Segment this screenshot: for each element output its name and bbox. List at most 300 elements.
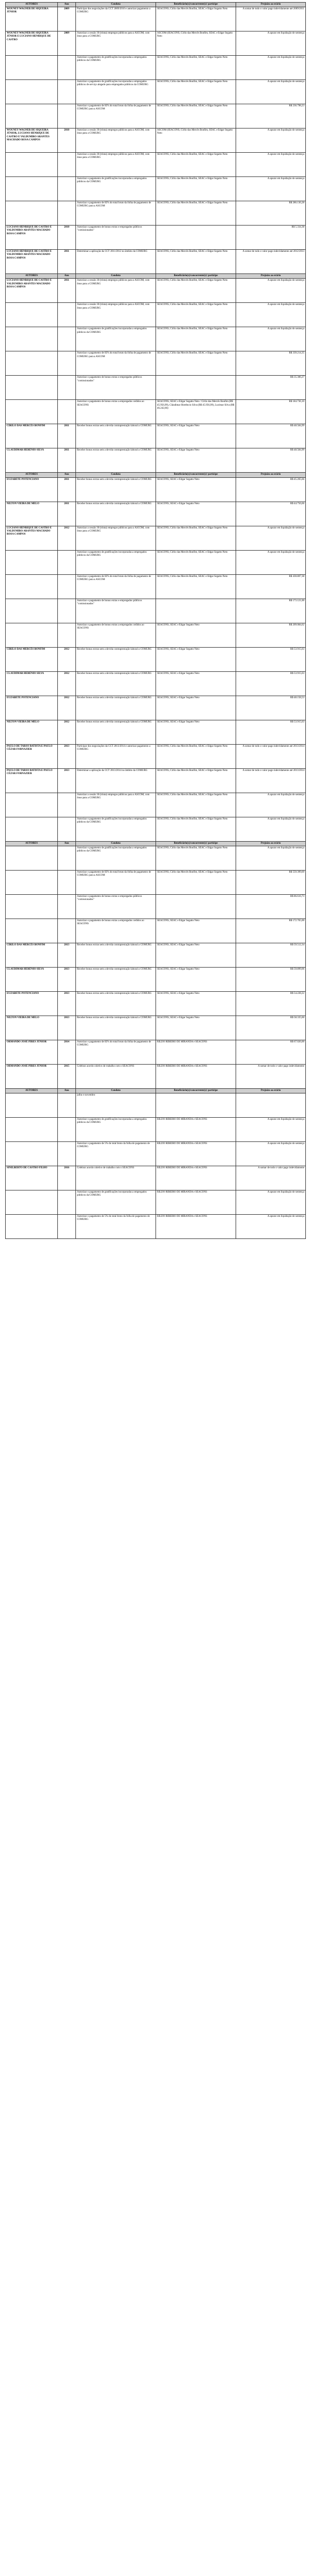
cell-prejuizo: A apurar em liquidação de sentença	[236, 550, 306, 574]
table-row	[6, 967, 306, 991]
table-row	[6, 56, 306, 80]
cell-prejuizo: R$ 59.899,06	[236, 967, 306, 991]
cell-ano: 2011	[58, 250, 76, 274]
header-prejuizo: Prejuízo ao erário	[236, 841, 306, 846]
cell-autor: LUCIANO HENRIQUE DE CASTRO E VALDUMIRO ARANTES MACHADO ROSA CAMPOS	[6, 226, 58, 250]
table-row	[6, 550, 306, 574]
cell-prejuizo: A somar de todo o valor pago indevidamente	[236, 1166, 306, 1190]
header-conduta: Conduta	[76, 841, 156, 846]
table-row	[6, 1142, 306, 1166]
cell-ano: 2013	[58, 967, 76, 991]
header-prejuizo: Prejuízo ao erário	[236, 274, 306, 279]
cell-conduta: Autorizar o pagamento de gratificações incorporadas a empregados públicos da COMURG	[76, 846, 156, 870]
cell-autor: ORMANDO JOSÉ PIRES JÚNIOR	[6, 1040, 58, 1064]
cell-beneficiario: SEACONS, Círlio das Mercês Bonfim, SEAC e Edgar Segatto Neto	[156, 104, 236, 128]
accountability-table	[5, 2, 306, 1239]
cell-beneficiario: SEACONS, Círlio das Mercês Bonfim, SEAC e Edgar Segatto Neto	[156, 80, 236, 104]
cell-conduta: Autorizar o pagamento de bonus extras e empregados públicos "comissionados"	[76, 599, 156, 623]
header-conduta: Conduta	[76, 1088, 156, 1093]
cell-beneficiario: SEACONS, SEAC e Edgar Segatto Neto	[156, 696, 236, 720]
cell-beneficiario: SEACONS, SEAC e Edgar Segatto Neto	[156, 967, 236, 991]
table-row	[6, 526, 306, 550]
cell-beneficiario: SEACONS, SEAC e Edgar Segatto Neto	[156, 919, 236, 943]
table-row	[6, 671, 306, 696]
cell-conduta: Autorizar o pagamento de 5% do total bruto da folha de pagamento de COMURG	[76, 1142, 156, 1166]
cell-conduta: Autorizar o pagamento de gratificações incorporadas a empregados públicos da COMURG	[76, 56, 156, 80]
cell-conduta: Determinar a aplicação da CCT 2013/2014 no âmbito da COMURG	[76, 768, 156, 793]
cell-beneficiario: SEACONS, SEAC e Edgar Segatto Neto	[156, 502, 236, 526]
cell-conduta: Autorizar o pagamento de gratificações incorporadas a empregados públicos da COMURG	[76, 550, 156, 574]
cell-ano	[58, 327, 76, 351]
cell-conduta: Participar dos negociações da CCT 2013/2014 e autorizar pagamento a COMURG	[76, 744, 156, 768]
table-row	[6, 574, 306, 599]
cell-ano: 2010	[58, 226, 76, 250]
table-row	[6, 647, 306, 671]
cell-conduta: Receber bonus extras sem a devida contraprestação laboral a COMURG	[76, 502, 156, 526]
table-row	[6, 303, 306, 327]
cell-beneficiario	[156, 376, 236, 400]
cell-beneficiario	[156, 599, 236, 623]
cell-conduta: Autorizar o pagamento de gratificações incorporadas a empregados públicos da COMURG	[76, 1190, 156, 1215]
cell-beneficiario: RILDO RIBEIRO DE MIRANDA e SEACONS	[156, 1142, 236, 1166]
cell-ano	[58, 351, 76, 376]
cell-autor: CIRILO DAS MERCÊS BONFIM	[6, 943, 58, 967]
cell-beneficiario: RILDO RIBEIRO DE MIRANDA e SEACONS	[156, 1190, 236, 1215]
cell-ano: 2013	[58, 744, 76, 768]
cell-autor	[6, 1093, 58, 1118]
cell-beneficiario: SEACONS, SEAC e Edgar Segatto Neto	[156, 720, 236, 744]
cell-conduta: Autorizar a cessão 30 (trinta) empregos públicos para a ASCOM, com ônus para a COMURG	[76, 526, 156, 550]
cell-autor: SINILBERTO DE CASTRO FILHO	[6, 1166, 58, 1190]
cell-prejuizo	[236, 1093, 306, 1118]
cell-beneficiario	[156, 1093, 236, 1118]
cell-prejuizo: R$ 45.265,66	[236, 477, 306, 502]
cell-prejuizo: R$ 5.334,38	[236, 226, 306, 250]
cell-ano: 2013	[58, 991, 76, 1016]
cell-prejuizo: R$ 67.026,00	[236, 1040, 306, 1064]
page	[5, 2, 305, 1239]
cell-beneficiario: SEACONS, Círlio das Mercês Bonfim, SEAC e Edgar Segatto Neto	[156, 201, 236, 226]
cell-conduta: Autorizar o pagamento de bonus extras a empregados cedidos ao SEACONS	[76, 919, 156, 943]
table-row	[6, 1190, 306, 1215]
cell-prejuizo: A apurar em liquidação de sentença	[236, 817, 306, 841]
cell-ano: 2012	[58, 696, 76, 720]
table-row	[6, 1166, 306, 1190]
cell-autor: CLAUDIMAR HERÊNIO SILVA	[6, 448, 58, 473]
table-row	[6, 894, 306, 919]
table-row	[6, 817, 306, 841]
cell-autor: PAULO DE TARSO BATISTA E PAULO CÉZAR FORNAZIER	[6, 768, 58, 793]
cell-beneficiario: SEACONS, Círlio das Mercês Bonfim, SEAC e Edgar Segatto Neto	[156, 870, 236, 894]
cell-prejuizo: A apurar em liquidação de sentença	[236, 793, 306, 817]
table-row	[6, 226, 306, 250]
cell-beneficiario: SEACONS, Círlio das Mercês Bonfim, SEAC e Edgar Segatto Neto	[156, 550, 236, 574]
cell-ano	[58, 201, 76, 226]
cell-conduta: Autorizar o pagamento de 5% do total bruto da folha de pagamento de COMURG	[76, 1215, 156, 1239]
cell-autor: LUCIANO HENRIQUE DE CASTRO E VALDUMIRO ARANTES MACHADO ROSA CAMPOS	[6, 250, 58, 274]
cell-ano	[58, 550, 76, 574]
table-row	[6, 623, 306, 647]
cell-prejuizo: R$ 209.084,62	[236, 623, 306, 647]
cell-prejuizo: A apurar em liquidação de sentença	[236, 1142, 306, 1166]
cell-ano	[58, 574, 76, 599]
cell-autor: ORMANDO JOSÉ PIRES JÚNIOR	[6, 1064, 58, 1088]
cell-conduta: Autorizar o pagamento de bonus extras a empregados cedidos ao SEACONS	[76, 623, 156, 647]
cell-autor	[6, 303, 58, 327]
header-ano: Ano	[58, 841, 76, 846]
cell-ano: 2013	[58, 1016, 76, 1040]
cell-prejuizo: R$ 236.798,23	[236, 104, 306, 128]
cell-prejuizo: A somar de todo o valor pago indevidamente	[236, 1064, 306, 1088]
cell-conduta: Autorizar o pagamento de bonus extras e empregados públicos "comissionados"	[76, 894, 156, 919]
cell-prejuizo: R$ 48.158,53	[236, 696, 306, 720]
cell-autor: CIRILO DAS MERCÊS BONFIM	[6, 647, 58, 671]
cell-prejuizo: R$ 48.584,99	[236, 448, 306, 473]
cell-beneficiario: SEACONS, Círlio das Mercês Bonfim, SEAC e Edgar Segatto Neto	[156, 744, 236, 768]
cell-autor	[6, 1142, 58, 1166]
cell-conduta: Autorizar o pagamento de 82% do total bruto da folha de pagamento de COMURG para a ASCOM	[76, 104, 156, 128]
cell-ano	[58, 894, 76, 919]
table-row	[6, 80, 306, 104]
cell-conduta: Autorizar o pagamento de 82% do total bruto da folha de pagamento de COMURG para a ASCOM	[76, 351, 156, 376]
cell-beneficiario: SEACONS, SEAC e Edgar Segatto Neto	[156, 647, 236, 671]
cell-ano: 2011	[58, 477, 76, 502]
cell-beneficiario: SEACONS, Círlio das Mercês Bonfim, SEAC e Edgar Segatto Neto	[156, 279, 236, 303]
cell-beneficiario: SEACONS, SEAC e Edgar Segatto Neto	[156, 671, 236, 696]
table-row	[6, 696, 306, 720]
table-row	[6, 1093, 306, 1118]
table-row	[6, 793, 306, 817]
cell-beneficiario: RILDO RIBEIRO DE MIRANDA e SEACONS	[156, 1040, 236, 1064]
cell-conduta: Receber bonus extras sem a devida contraprestação laboral a COMURG	[76, 696, 156, 720]
header-autores: AUTORES	[6, 274, 58, 279]
cell-autor: CLAUDIMAR HERÊNIO SILVA	[6, 671, 58, 696]
table-row	[6, 1040, 306, 1064]
cell-autor: LUCIANO HENRIQUE DE CASTRO E VALDUMIRO ARANTES MACHADO ROSA CAMPOS	[6, 279, 58, 303]
cell-autor: EUZABETE POTENCIANO	[6, 991, 58, 1016]
header-prejuizo: Prejuízo ao erário	[236, 473, 306, 477]
cell-autor: LUCIANO HENRIQUE DE CASTRO E VALDUMIRO ARANTES MACHADO ROSA CAMPOS	[6, 526, 58, 550]
cell-beneficiario: SEACONS, SEAC e Edgar Segatto Neto / Círlio das Mercês Bonfim (R$ 45.956,99), Cláudimar Hortêncio Silva (R$ 45.956,99), Lucimar Silva (R$ 46.242,66)	[156, 400, 236, 424]
table-row	[6, 744, 306, 768]
header-beneficiarios: Beneficiário(s)/concorrente(s)/ participe	[156, 1088, 236, 1093]
header-ano: Ano	[58, 3, 76, 7]
table-row	[6, 720, 306, 744]
cell-beneficiario: SEACONS, Círlio das Mercês Bonfim, SEAC e Edgar Segatto Neto	[156, 846, 236, 870]
cell-beneficiario: SEACONS, Círlio das Mercês Bonfim, SEAC e Edgar Segatto Neto	[156, 7, 236, 31]
cell-autor	[6, 153, 58, 177]
cell-prejuizo: R$ 48.584,99	[236, 424, 306, 448]
cell-conduta: Receber bonus extras sem a devida contraprestação laboral a COMURG	[76, 1016, 156, 1040]
cell-conduta: Participar dos negociações da CCT 2009/2010 e autorizar pagamento a COMURG	[76, 7, 156, 31]
cell-beneficiario: SEACONS, Círlio das Mercês Bonfim, SEAC e Edgar Segatto Neto	[156, 526, 236, 550]
header-ano: Ano	[58, 1088, 76, 1093]
table-row	[6, 351, 306, 376]
cell-beneficiario: SEACONS, SEAC e Edgar Segatto Neto	[156, 943, 236, 967]
cell-beneficiario: SEACONS, Círlio das Mercês Bonfim, SEAC e Edgar Segatto Neto	[156, 327, 236, 351]
cell-prejuizo: R$ 559.399,69	[236, 870, 306, 894]
cell-autor	[6, 846, 58, 870]
cell-ano	[58, 177, 76, 201]
cell-conduta: Autorizar a cessão 30 (trinta) empregos públicos para a ASCOM, com ônus para a COMURG	[76, 303, 156, 327]
cell-ano	[58, 1118, 76, 1142]
cell-conduta: Celebrar acordo coletivo de trabalho com o SEACONS	[76, 1166, 156, 1190]
cell-conduta: Determinar a aplicação da CCT 2011/2012 no âmbito da COMURG	[76, 250, 156, 274]
header-prejuizo: Prejuízo ao erário	[236, 1088, 306, 1093]
table-row	[6, 400, 306, 424]
cell-beneficiario: ASCOM (SEACONS, Círlio das Mercês Bonfim, SEAC e Edgar Segatto Neto	[156, 128, 236, 153]
cell-autor	[6, 919, 58, 943]
table-row	[6, 424, 306, 448]
cell-ano	[58, 623, 76, 647]
cell-prejuizo: A apurar em liquidação de sentença	[236, 177, 306, 201]
cell-prejuizo: A somar de todo o valor pago indevidamente até 2012/2013	[236, 250, 306, 274]
cell-beneficiario: SEACONS, Círlio das Mercês Bonfim, SEAC e Edgar Segatto Neto	[156, 56, 236, 80]
cell-prejuizo: A apurar em liquidação de sentença	[236, 279, 306, 303]
cell-conduta: Autorizar o pagamento de gratificações incorporadas a empregados públicos da COMURG	[76, 817, 156, 841]
header-ano: Ano	[58, 274, 76, 279]
cell-prejuizo: A somar de todo o valor pago indevidamente até 2013/2014	[236, 768, 306, 793]
cell-prejuizo: R$ 53.915,63	[236, 671, 306, 696]
cell-beneficiario: SEACONS, SEAC e Edgar Segatto Neto	[156, 623, 236, 647]
cell-autor: CIRILO DAS MERCÊS BONFIM	[6, 424, 58, 448]
cell-ano: 2013	[58, 943, 76, 967]
cell-autor	[6, 80, 58, 104]
cell-conduta: Receber bonus extras sem a devida contraprestação laboral a COMURG	[76, 448, 156, 473]
cell-prejuizo: R$ 184.736,10	[236, 400, 306, 424]
cell-conduta: julho e novembro	[76, 1093, 156, 1118]
cell-beneficiario: RILDO RIBEIRO DE MIRANDA e SEACONS	[156, 1215, 236, 1239]
cell-prejuizo: A somar de todo o valor pago indevidamente até 2013/2014	[236, 744, 306, 768]
cell-ano	[58, 80, 76, 104]
cell-prejuizo: A somar de todo o valor pago indevidamente até 2009/2011	[236, 7, 306, 31]
header-autores: AUTORES	[6, 473, 58, 477]
cell-prejuizo: R$ 59.512,34	[236, 943, 306, 967]
cell-ano: 2012	[58, 647, 76, 671]
cell-ano	[58, 599, 76, 623]
cell-ano	[58, 400, 76, 424]
cell-autor: EUZABETE POTENCIANO	[6, 696, 58, 720]
table-row	[6, 1118, 306, 1142]
cell-ano: 2010	[58, 128, 76, 153]
cell-prejuizo: A apurar em liquidação de sentença	[236, 846, 306, 870]
header-beneficiarios: Beneficiário(s)/concorrente(s)/ participe	[156, 274, 236, 279]
cell-beneficiario: SEACONS, Círlio das Mercês Bonfim, SEAC e Edgar Segatto Neto	[156, 768, 236, 793]
table-row	[6, 153, 306, 177]
cell-autor	[6, 376, 58, 400]
cell-beneficiario: SEACONS, SEAC e Edgar Segatto Neto	[156, 424, 236, 448]
cell-conduta: Receber bonus extras sem a devida contraprestação laboral a COMURG	[76, 943, 156, 967]
cell-beneficiario: SEACONS, Círlio das Mercês Bonfim, SEAC e Edgar Segatto Neto	[156, 351, 236, 376]
cell-ano	[58, 1093, 76, 1118]
cell-autor	[6, 104, 58, 128]
cell-ano: 2012	[58, 526, 76, 550]
cell-autor	[6, 56, 58, 80]
cell-ano: 2013	[58, 768, 76, 793]
table-row	[6, 477, 306, 502]
cell-prejuizo: R$ 172.765,00	[236, 919, 306, 943]
cell-conduta: Receber bonus extras sem a devida contraprestação laboral a COMURG	[76, 720, 156, 744]
cell-conduta: Autorizar o pagamento de bonus extras a empregados cedidos ao SEACONS	[76, 400, 156, 424]
cell-conduta: Autorizar o pagamento de 82% do total bruto da folha de pagamento de COMURG para a ASCOM	[76, 574, 156, 599]
cell-beneficiario: SEACONS, SEAC e Edgar Segatto Neto	[156, 448, 236, 473]
cell-ano: 2015	[58, 1064, 76, 1088]
cell-prejuizo: R$ 430.807,38	[236, 574, 306, 599]
cell-prejuizo: A apurar em liquidação de sentença	[236, 303, 306, 327]
cell-prejuizo: R$ 53.915,63	[236, 720, 306, 744]
cell-autor: WOUNEY WAGNER DE SIQUEIRA JÚNIOR, LUCIANO HENRIQUE DE CASTRO E VALDUMIRO ARANTES MACHADO ROSA CAMPOS	[6, 128, 58, 153]
table-row	[6, 448, 306, 473]
cell-autor: CLAUDIMAR HERÊNIO SILVA	[6, 967, 58, 991]
cell-conduta: Autorizar a cessão 30 (trinta) empregos públicos para a ASCOM, com ônus para a COMURG	[76, 31, 156, 56]
cell-autor: EUZABETE POTENCIANO	[6, 477, 58, 502]
cell-ano	[58, 56, 76, 80]
cell-ano: 2012	[58, 671, 76, 696]
cell-beneficiario: SEACONS, Círlio das Mercês Bonfim, SEAC e Edgar Segatto Neto	[156, 303, 236, 327]
table-row	[6, 768, 306, 793]
cell-autor	[6, 1118, 58, 1142]
cell-beneficiario	[156, 226, 236, 250]
cell-autor: NILTON VIEIRA DE MELO	[6, 502, 58, 526]
table-row	[6, 1016, 306, 1040]
cell-prejuizo: R$ 58.335,60	[236, 1016, 306, 1040]
cell-autor	[6, 623, 58, 647]
cell-prejuizo: A apurar em liquidação de sentença	[236, 327, 306, 351]
cell-beneficiario: SEACONS, Círlio das Mercês Bonfim, SEAC e Edgar Segatto Neto	[156, 153, 236, 177]
cell-beneficiario: RILDO RIBEIRO DE MIRANDA e SEACONS	[156, 1166, 236, 1190]
cell-beneficiario: SEACONS, SEAC e Edgar Segatto Neto	[156, 477, 236, 502]
table-header-row	[6, 3, 306, 7]
cell-ano: 2011	[58, 424, 76, 448]
header-conduta: Conduta	[76, 274, 156, 279]
cell-conduta: Autorizar a cessão 30 (trinta) empregos públicos para a ASCOM, com ônus para a COMURG	[76, 153, 156, 177]
cell-ano	[58, 846, 76, 870]
cell-prejuizo: R$ 286.136,28	[236, 201, 306, 226]
cell-conduta: Autorizar o pagamento de gratificações incorporadas a empregados públicos da COMURG	[76, 177, 156, 201]
header-beneficiarios: Beneficiário(s)/concorrente(s)/ participe	[156, 841, 236, 846]
cell-conduta: Receber bonus extras sem a devida contraprestação laboral a COMURG	[76, 967, 156, 991]
cell-beneficiario: SEACONS, SEAC e Edgar Segatto Neto	[156, 991, 236, 1016]
cell-ano	[58, 919, 76, 943]
cell-autor	[6, 400, 58, 424]
cell-conduta: Autorizar o pagamento de gratificações incorporadas a empregados públicos de serviço alegado para empregados públicos da COMURG	[76, 80, 156, 104]
cell-ano	[58, 303, 76, 327]
cell-prejuizo: R$ 339.214,35	[236, 351, 306, 376]
cell-ano	[58, 153, 76, 177]
table-header-row	[6, 1088, 306, 1093]
cell-ano	[58, 793, 76, 817]
header-autores: AUTORES	[6, 3, 58, 7]
table-row	[6, 919, 306, 943]
header-ano: Ano	[58, 473, 76, 477]
cell-beneficiario: SEACONS, SEAC e Edgar Segatto Neto	[156, 1016, 236, 1040]
cell-conduta: Autorizar o pagamento de bonus extras e empregados públicos "comissionados"	[76, 226, 156, 250]
cell-prejuizo: R$ 35.306,27	[236, 376, 306, 400]
cell-conduta: Celebrar acordo coletivo de trabalho com o SEACONS	[76, 1064, 156, 1088]
cell-beneficiario: RILDO RIBEIRO DE MIRANDA e SEACONS	[156, 1064, 236, 1088]
cell-autor	[6, 870, 58, 894]
cell-autor	[6, 817, 58, 841]
cell-ano	[58, 870, 76, 894]
cell-prejuizo: A apurar em liquidação de sentença	[236, 526, 306, 550]
table-row	[6, 846, 306, 870]
cell-beneficiario: SEACONS, Círlio das Mercês Bonfim, SEAC e Edgar Segatto Neto	[156, 817, 236, 841]
cell-autor	[6, 177, 58, 201]
cell-ano	[58, 1215, 76, 1239]
table-row	[6, 599, 306, 623]
cell-ano: 2011	[58, 502, 76, 526]
table-row	[6, 31, 306, 56]
cell-autor	[6, 574, 58, 599]
header-prejuizo: Prejuízo ao erário	[236, 3, 306, 7]
header-conduta: Conduta	[76, 3, 156, 7]
cell-beneficiario: SEACONS, Círlio das Mercês Bonfim, SEAC e Edgar Segatto Neto	[156, 574, 236, 599]
cell-conduta: Autorizar o pagamento de 82% do total bruto da folha de pagamento de COMURG para a ASCOM	[76, 870, 156, 894]
cell-prejuizo: A apurar em liquidação de sentença	[236, 31, 306, 56]
cell-prejuizo: A apurar em liquidação de sentença	[236, 56, 306, 80]
cell-prejuizo: R$ 54.228,22	[236, 991, 306, 1016]
cell-autor	[6, 550, 58, 574]
cell-autor	[6, 894, 58, 919]
header-autores: AUTORES	[6, 841, 58, 846]
table-row	[6, 943, 306, 967]
table-row	[6, 1215, 306, 1239]
cell-autor	[6, 599, 58, 623]
table-row	[6, 502, 306, 526]
table-header-row	[6, 274, 306, 279]
cell-ano: 2009	[58, 7, 76, 31]
cell-conduta: Receber bonus extras sem a devida contraprestação laboral a COMURG	[76, 477, 156, 502]
cell-autor	[6, 793, 58, 817]
cell-beneficiario: SEACONS, Círlio das Mercês Bonfim, SEAC e Edgar Segatto Neto	[156, 250, 236, 274]
cell-conduta: Autorizar o pagamento de bonus extras e empregados públicos "comissionados"	[76, 376, 156, 400]
table-row	[6, 250, 306, 274]
cell-autor	[6, 201, 58, 226]
cell-ano	[58, 1190, 76, 1215]
cell-ano: 2014	[58, 1040, 76, 1064]
table-row	[6, 327, 306, 351]
cell-autor	[6, 1215, 58, 1239]
table-row	[6, 104, 306, 128]
cell-prejuizo: R$ 44.756,66	[236, 502, 306, 526]
cell-ano: 2012	[58, 720, 76, 744]
cell-ano	[58, 1142, 76, 1166]
cell-conduta: Autorizar o pagamento de 82% do total bruto da folha de pagamento de COMURG para a ASCOM	[76, 201, 156, 226]
cell-beneficiario: RILDO RIBEIRO DE MIRANDA e SEACONS	[156, 1118, 236, 1142]
cell-ano	[58, 817, 76, 841]
cell-conduta: Receber bonus extras sem a devida contraprestação laboral a COMURG	[76, 424, 156, 448]
cell-prejuizo: A apurar em liquidação de sentença	[236, 80, 306, 104]
cell-conduta: Autorizar o pagamento de 82% do total bruto da folha de pagamento de COMURG	[76, 1040, 156, 1064]
header-beneficiarios: Beneficiário(s)/concorrente(s)/ participe	[156, 473, 236, 477]
cell-ano	[58, 104, 76, 128]
header-autores: AUTORES	[6, 1088, 58, 1093]
table-row	[6, 201, 306, 226]
cell-conduta: Autorizar a cessão 30 (trinta) empregos públicos para a ASCOM, com ônus para a COMURG	[76, 128, 156, 153]
cell-prejuizo: A apurar em liquidação de sentença	[236, 1118, 306, 1142]
cell-prejuizo: A apurar em liquidação de sentença	[236, 128, 306, 153]
cell-beneficiario	[156, 894, 236, 919]
cell-ano: 2011	[58, 448, 76, 473]
cell-autor: WOUNEY WAGNER DE SIQUEIRA JÚNIOR E LUCIANO HENRIQUE DE CASTRO	[6, 31, 58, 56]
table-row	[6, 1064, 306, 1088]
cell-conduta: Receber bonus extras sem a devida contraprestação laboral a COMURG	[76, 647, 156, 671]
table-row	[6, 177, 306, 201]
cell-ano: 2011	[58, 279, 76, 303]
cell-autor	[6, 327, 58, 351]
cell-autor	[6, 1190, 58, 1215]
table-row	[6, 279, 306, 303]
